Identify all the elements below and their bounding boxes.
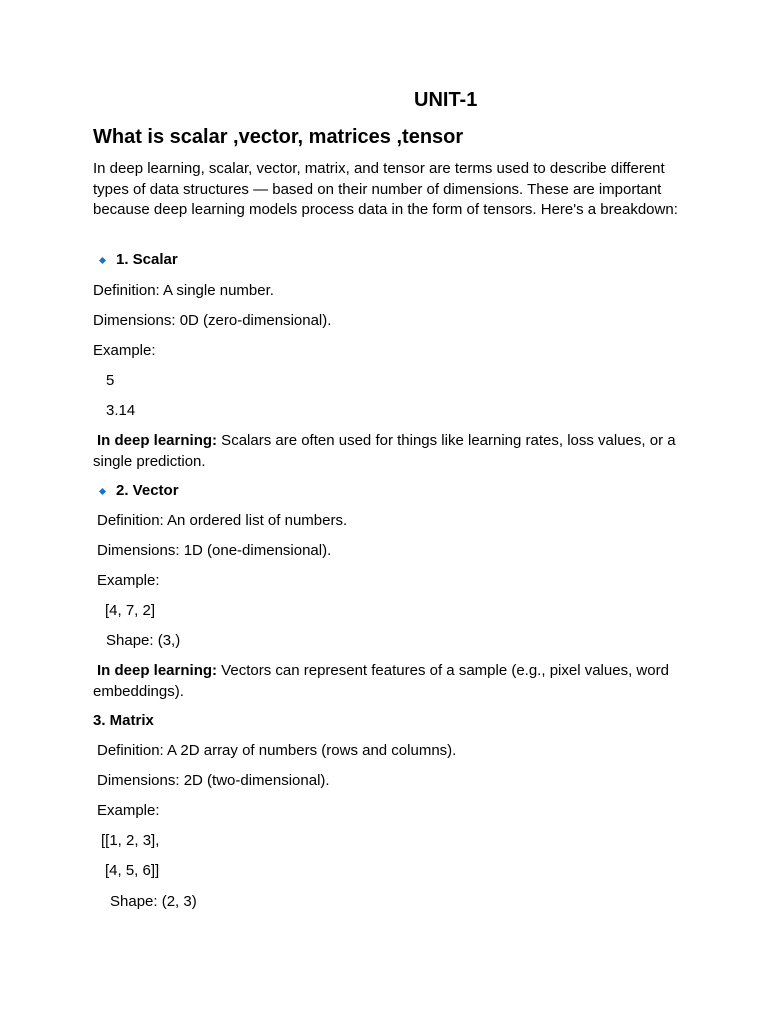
scalar-definition: Definition: A single number. bbox=[93, 282, 274, 299]
matrix-definition: Definition: A 2D array of numbers (rows and columns). bbox=[97, 742, 457, 759]
matrix-dimensions: Dimensions: 2D (two-dimensional). bbox=[97, 772, 330, 789]
matrix-row-2: [4, 5, 6]] bbox=[105, 862, 160, 879]
vector-deep-learning-note bbox=[93, 661, 683, 702]
bullet-diamond-icon bbox=[99, 488, 106, 495]
vector-example-value: [4, 7, 2] bbox=[105, 602, 156, 619]
vector-shape: Shape: (3,) bbox=[106, 632, 181, 649]
vector-dl-text: Vectors can represent features of a sample (e.g., pixel values, word embeddings). bbox=[93, 662, 669, 700]
bullet-diamond-icon bbox=[99, 257, 106, 264]
vector-example-label: Example: bbox=[97, 572, 160, 589]
page-heading: What is scalar ,vector, matrices ,tensor bbox=[93, 126, 464, 148]
scalar-deep-learning-note bbox=[93, 431, 683, 472]
intro-paragraph: In deep learning, scalar, vector, matrix, and tensor are terms used to describe different types of data structures — based on their number of dimensions. These are important because deep learning models process data in the form of tensors. Here's a breakdown: bbox=[93, 160, 678, 218]
vector-definition: Definition: An ordered list of numbers. bbox=[97, 512, 348, 529]
vector-title: 2. Vector bbox=[116, 482, 179, 499]
matrix-row-1: [[1, 2, 3], bbox=[101, 832, 160, 849]
scalar-title: 1. Scalar bbox=[116, 251, 178, 268]
vector-dimensions: Dimensions: 1D (one-dimensional). bbox=[97, 542, 332, 559]
matrix-example-label: Example: bbox=[97, 802, 160, 819]
scalar-example-1: 5 bbox=[106, 372, 115, 389]
scalar-dl-label: In deep learning: bbox=[97, 432, 218, 449]
scalar-dimensions: Dimensions: 0D (zero-dimensional). bbox=[93, 312, 332, 329]
unit-title: UNIT-1 bbox=[414, 89, 478, 111]
matrix-title: 3. Matrix bbox=[93, 712, 154, 729]
vector-dl-label: In deep learning: bbox=[97, 662, 218, 679]
scalar-dl-text: Scalars are often used for things like learning rates, loss values, or a single prediction. bbox=[93, 432, 676, 470]
scalar-example-label: Example: bbox=[93, 342, 156, 359]
scalar-example-2: 3.14 bbox=[106, 402, 136, 419]
matrix-shape: Shape: (2, 3) bbox=[110, 893, 197, 910]
